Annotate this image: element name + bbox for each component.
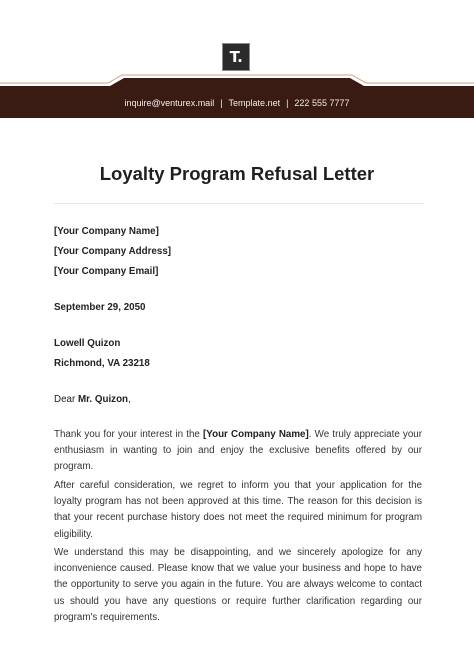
- page-title: Loyalty Program Refusal Letter: [99, 163, 375, 184]
- logo-text: T.: [229, 47, 243, 66]
- paragraph-3: We understand this may be disappointing, and we sincerely apologize for any inconvenience caused. Please know that we value your business and hope to have the opportunity to serve you again in the future. You are always welcome to contact us should you have any questions or require further clarification regarding our program's requirements.: [54, 547, 422, 623]
- paragraph-1-end: . We truly appreciate your enthusiasm in wanting to join and enjoy the exclusive benefits offered by our program.: [54, 429, 422, 473]
- salutation-suffix: ,: [128, 394, 131, 405]
- company-address: [Your Company Address]: [54, 246, 172, 257]
- company-logo: [222, 43, 250, 71]
- contact-separator: |: [220, 98, 223, 108]
- contact-line: [0, 97, 474, 109]
- salutation-name: Mr. Quizon: [77, 394, 129, 405]
- recipient-address: Richmond, VA 23218: [54, 358, 150, 369]
- paragraph-1-start: Thank you for your interest in the: [54, 429, 204, 440]
- company-name: [Your Company Name]: [54, 226, 159, 237]
- contact-email: inquire@venturex.mail: [124, 98, 215, 108]
- contact-phone: 222 555 7777: [294, 98, 350, 108]
- title-divider: [54, 203, 424, 204]
- contact-website: Template.net: [228, 98, 281, 108]
- letter-date: September 29, 2050: [54, 302, 146, 313]
- letterhead: [0, 0, 474, 118]
- contact-separator: |: [286, 98, 289, 108]
- recipient-name: Lowell Quizon: [54, 338, 121, 349]
- salutation-prefix: Dear: [54, 394, 78, 405]
- paragraph-1: [54, 427, 422, 476]
- salutation: [54, 393, 424, 406]
- company-email: [Your Company Email]: [54, 266, 159, 277]
- paragraph-1-company: [Your Company Name]: [203, 429, 309, 440]
- paragraph-2: After careful consideration, we regret to inform you that your application for the loyalty program has not been approved at this time. The reason for this decision is that your recent purchase history does not meet the required minimum for program eligibility.: [54, 480, 422, 540]
